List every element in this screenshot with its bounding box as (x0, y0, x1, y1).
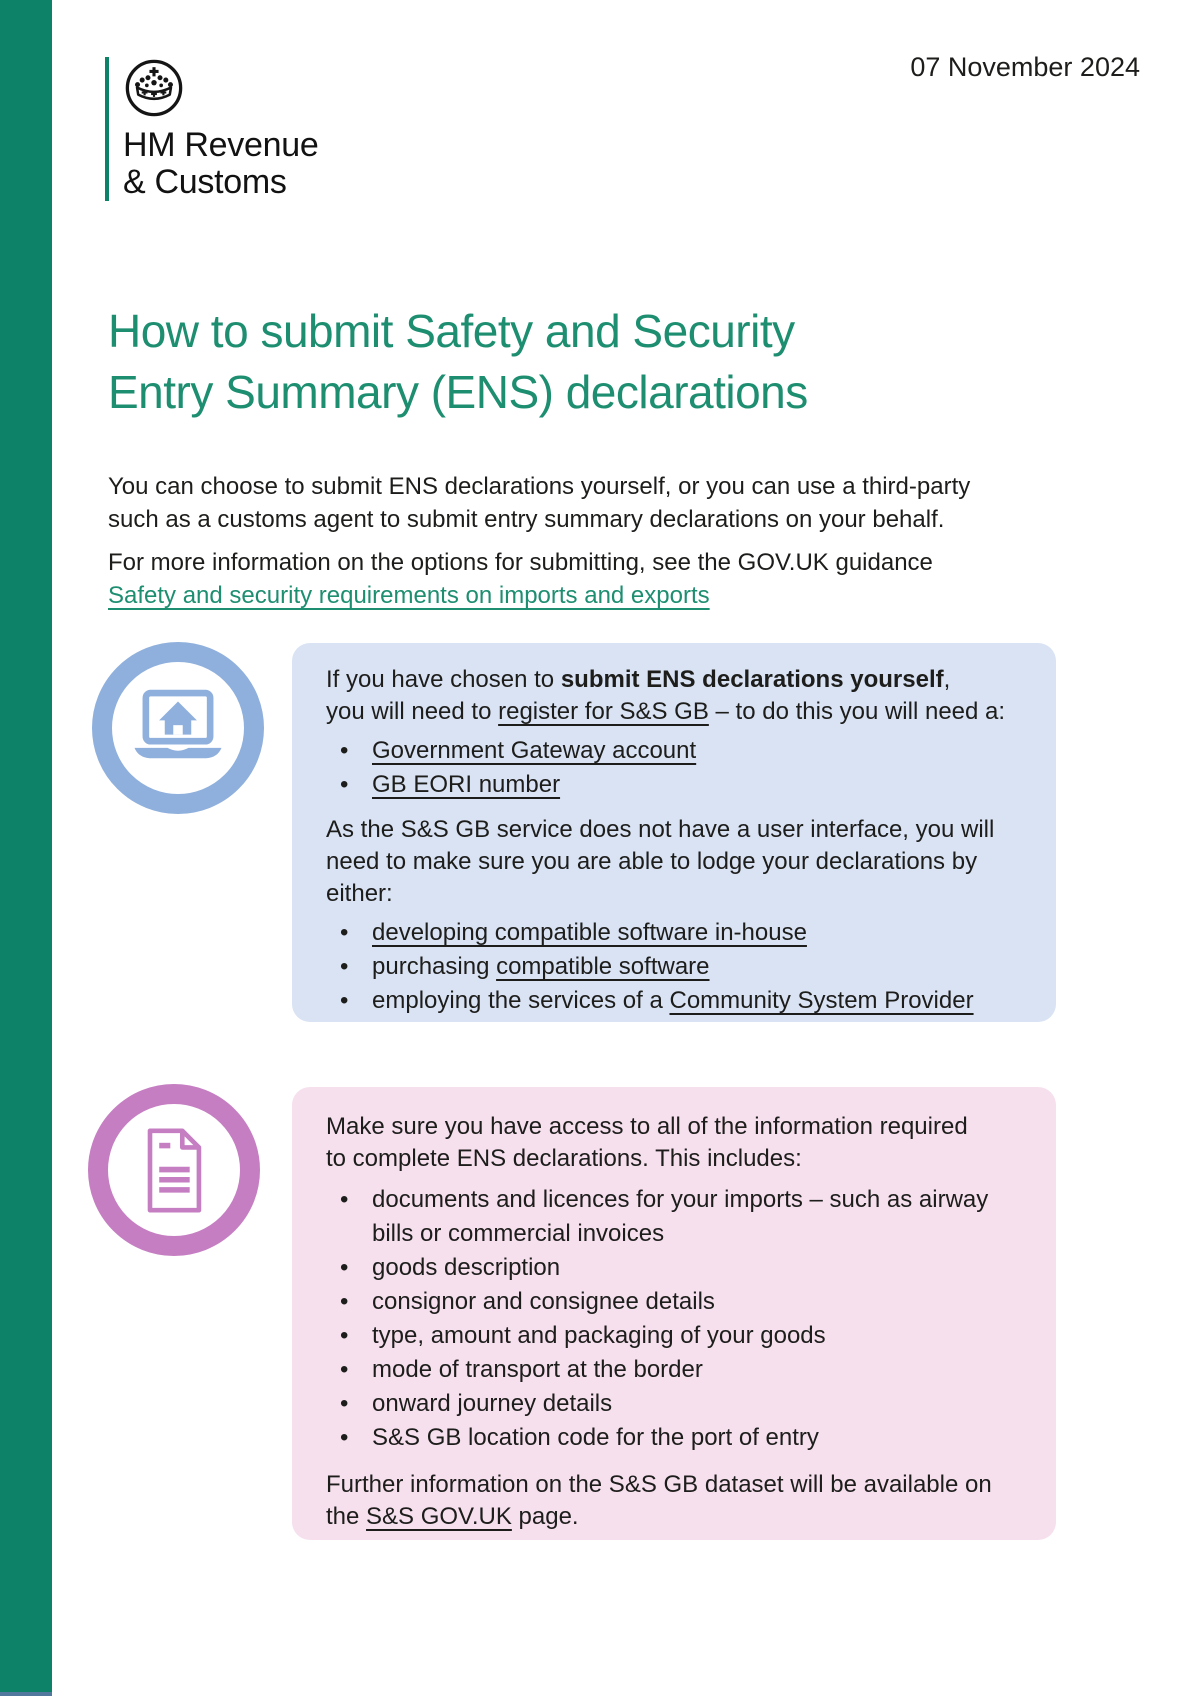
develop-software-link[interactable]: developing compatible software in-house (372, 919, 807, 946)
text-run: , (943, 666, 951, 693)
list-item (326, 916, 1020, 950)
list-item: • mode of transport at the border (326, 1353, 1020, 1387)
text-run: to complete ENS declarations. This includes: (326, 1145, 802, 1172)
hmrc-logo-line2: & Customs (123, 163, 287, 201)
laptop-icon-badge (92, 642, 264, 814)
required-information-list (326, 1183, 1030, 1455)
guidance-text: For more information on the options for submitting, see the GOV.UK guidance (108, 549, 933, 576)
intro-line1: You can choose to submit ENS declarations yourself, or you can use a third-party (108, 473, 971, 500)
text-run: employing the services of a (372, 987, 670, 1014)
document-icon-badge (88, 1084, 260, 1256)
intro-line2: such as a customs agent to submit entry summary declarations on your behalf. (108, 506, 945, 533)
intro-paragraph (108, 470, 970, 536)
compatible-software-link[interactable]: compatible software (496, 953, 710, 980)
self-submit-infobox (292, 643, 1056, 1022)
text-run: purchasing (372, 953, 497, 980)
left-brand-bar (0, 0, 52, 1696)
text-run: either: (326, 880, 393, 907)
list-item: • consignor and consignee details (326, 1285, 1020, 1319)
hmrc-logo-text (123, 127, 318, 201)
list-item: • goods description (326, 1251, 1020, 1285)
list-item (326, 984, 1020, 1018)
text-run: Make sure you have access to all of the information required (326, 1113, 968, 1140)
text-run: page. (511, 1503, 579, 1530)
gb-eori-link[interactable]: GB EORI number (372, 771, 561, 798)
laptop-home-icon (126, 688, 230, 768)
text-run: As the S&S GB service does not have a user interface, you will (326, 816, 995, 843)
text-run: you will need to (326, 698, 499, 725)
hmrc-logo-line1: HM Revenue (123, 126, 319, 164)
list-item (326, 950, 1020, 984)
page-title-line2: Entry Summary (ENS) declarations (108, 365, 808, 418)
bold-text: submit ENS declarations yourself (560, 666, 944, 693)
document-date: 07 November 2024 (910, 52, 1140, 82)
crown-icon (123, 57, 185, 119)
self-submit-intro (326, 664, 1030, 728)
text-run: If you have chosen to (326, 666, 561, 693)
text-run: need to make sure you are able to lodge your declarations by (326, 848, 978, 875)
hmrc-logo (105, 57, 318, 201)
page-title-line1: How to submit Safety and Security (108, 304, 795, 357)
info-required-infobox (292, 1087, 1056, 1540)
no-ui-paragraph (326, 814, 1030, 910)
list-item: • documents and licences for your imports – such as airway bills or commercial invoices (326, 1183, 1020, 1251)
ss-govuk-link[interactable]: S&S GOV.UK (366, 1503, 512, 1530)
register-ss-gb-link[interactable]: register for S&S GB (498, 698, 709, 725)
safety-security-guidance-link[interactable]: Safety and security requirements on imports and exports (108, 582, 710, 609)
registration-requirements-list (326, 734, 1030, 802)
list-item (326, 734, 1020, 768)
page-title (108, 301, 808, 423)
list-item: • onward journey details (326, 1387, 1020, 1421)
lodging-options-list (326, 916, 1030, 1018)
government-gateway-link[interactable]: Government Gateway account (372, 737, 697, 764)
info-required-intro (326, 1111, 1030, 1175)
document-icon (138, 1126, 210, 1215)
list-item (326, 768, 1020, 802)
community-system-provider-link[interactable]: Community System Provider (669, 987, 974, 1014)
list-item: • S&S GB location code for the port of entry (326, 1421, 1020, 1455)
guidance-paragraph (108, 546, 933, 612)
list-item: • type, amount and packaging of your goods (326, 1319, 1020, 1353)
text-run: – to do this you will need a: (708, 698, 1006, 725)
further-info-paragraph (326, 1469, 1030, 1533)
text-run: Further information on the S&S GB dataset will be available on the (326, 1471, 992, 1530)
page-edge-mark (0, 1692, 52, 1696)
